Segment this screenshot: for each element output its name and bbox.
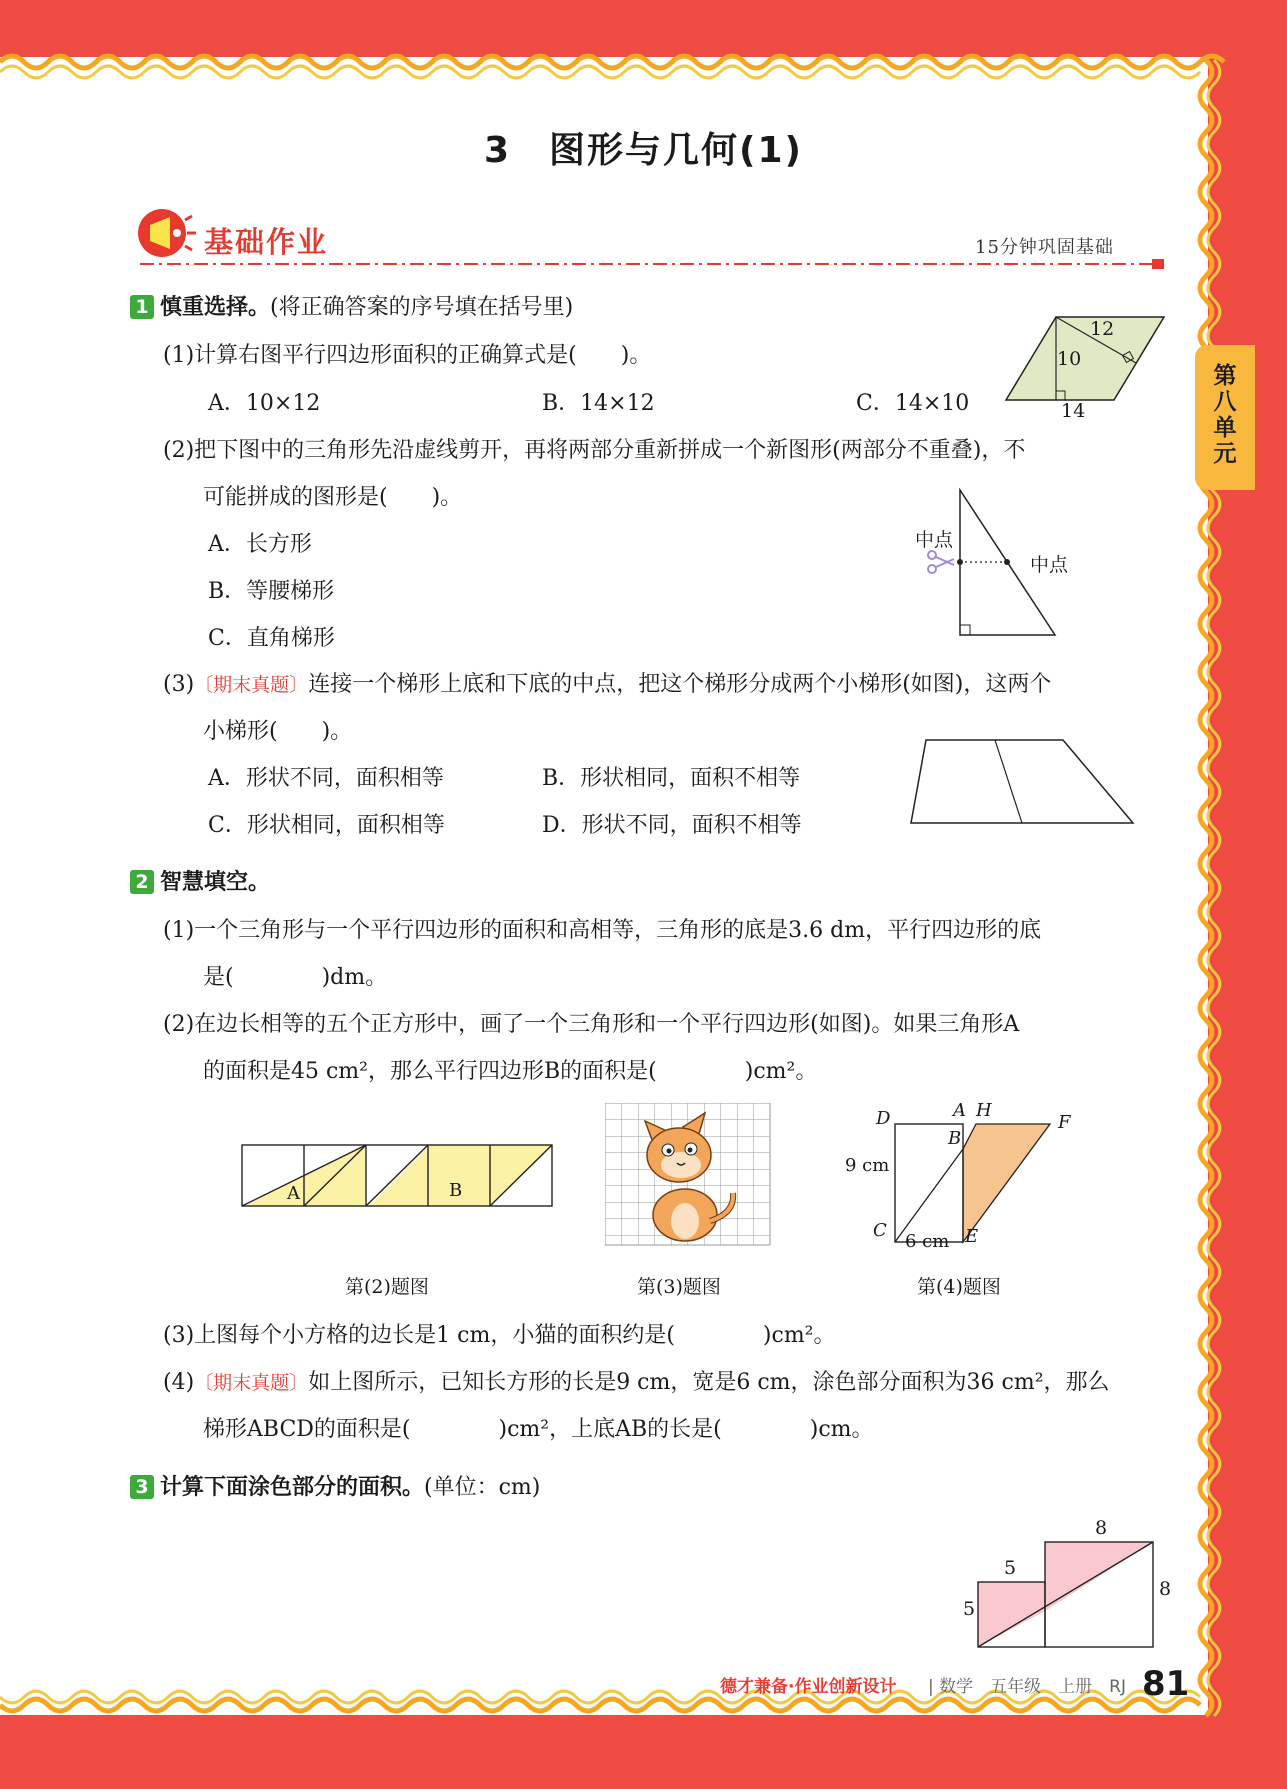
q1-p2-option-c: C．直角梯形 [208, 626, 335, 651]
q2-number-badge: 2 [130, 870, 154, 894]
q1-p3-line1 [163, 667, 1051, 698]
rect-height-label: 9 cm [845, 1155, 890, 1176]
q1-heading [130, 290, 573, 321]
parallelogram-figure [1000, 305, 1175, 425]
q2-p4-text: 如上图所示，已知长方形的长是9 cm，宽是6 cm，涂色部分面积为36 cm²，那么 [308, 1370, 1110, 1395]
scissors-icon [928, 551, 954, 573]
q2-p1-text: (1)一个三角形与一个平行四边形的面积和高相等，三角形的底是3.6 dm，平行四边形的底 [163, 918, 1042, 943]
q1-p1-option-c: C．14×10 [856, 391, 970, 416]
q1-number-badge: 1 [130, 295, 154, 319]
q1-p3-text: 连接一个梯形上底和下底的中点，把这个梯形分成两个小梯形(如图)，这两个 [308, 672, 1052, 697]
point-b-label: B [948, 1128, 962, 1149]
dim-small-top-5: 5 [1004, 1557, 1017, 1579]
exam-tag: 〔期末真题〕 [194, 674, 309, 696]
midpoint-label-right: 中点 [1030, 554, 1069, 576]
q1-heading-text: 慎重选择。 [160, 295, 271, 320]
point-h-label: H [976, 1100, 992, 1121]
q1-p3-option-b: B．形状相同，面积不相等 [542, 766, 801, 791]
trapezoid-figure [905, 735, 1140, 830]
q2-p4-prefix: (4) [163, 1370, 195, 1395]
unit-side-tab [1195, 345, 1255, 490]
exam-tag: 〔期末真题〕 [194, 1372, 309, 1394]
unit-tab-char: 元 [1213, 441, 1237, 467]
q3-heading-text: 计算下面涂色部分的面积。 [160, 1475, 425, 1500]
footer-brand: 德才兼备·作业创新设计 [720, 1677, 897, 1697]
q2-p3-text: (3)上图每个小方格的边长是1 cm，小猫的面积约是( )cm²。 [163, 1323, 836, 1348]
q1-heading-note: (将正确答案的序号填在括号里) [270, 295, 574, 320]
q1-p2-text2: 可能拼成的图形是( )。 [203, 485, 463, 510]
q2-p4-line1 [163, 1365, 1110, 1396]
parallelogram-b-label: B [449, 1180, 463, 1201]
page-title: 3 图形与几何(1) [483, 130, 803, 171]
point-a-label: A [953, 1100, 966, 1121]
q3-heading-note: (单位：cm) [424, 1475, 541, 1500]
section-note: 15分钟巩固基础 [975, 237, 1114, 258]
q2-heading-text: 智慧填空。 [160, 870, 271, 895]
unit-tab-char: 单 [1213, 415, 1237, 441]
rect-width-label: 6 cm [905, 1231, 950, 1252]
q1-p1-option-b: B．14×12 [542, 391, 655, 416]
dim-small-left-5: 5 [963, 1598, 976, 1620]
parallelogram-label-10: 10 [1057, 348, 1082, 370]
section-title: 基础作业 [204, 225, 329, 259]
q1-p1-option-a: A．10×12 [208, 391, 321, 416]
q3-number-badge: 3 [130, 1475, 154, 1499]
q3-heading [130, 1470, 540, 1501]
page-number: 81 [1142, 1664, 1190, 1704]
fig4-caption: 第(4)题图 [917, 1276, 1001, 1298]
q1-p2-text: (2)把下图中的三角形先沿虚线剪开，再将两部分重新拼成一个新图形(两部分不重叠)，不 [163, 438, 1026, 463]
parallelogram-label-12: 12 [1090, 318, 1115, 340]
parallelogram-label-14: 14 [1061, 400, 1086, 422]
q2-p2-text2: 的面积是45 cm²，那么平行四边形B的面积是( )cm²。 [203, 1059, 818, 1084]
point-f-label: F [1058, 1112, 1071, 1133]
fig3-caption: 第(3)题图 [637, 1276, 721, 1298]
triangle-a-label: A [287, 1183, 300, 1204]
loudspeaker-icon [138, 209, 196, 257]
unit-tab-char: 八 [1213, 389, 1237, 415]
footer-subject: | 数学 五年级 上册 RJ [928, 1677, 1126, 1697]
q2-p2-text: (2)在边长相等的五个正方形中，画了一个三角形和一个平行四边形(如图)。如果三角形A [163, 1012, 1020, 1037]
q2-heading [130, 865, 270, 896]
cat-grid-figure [605, 1103, 771, 1246]
dim-top-8: 8 [1095, 1517, 1108, 1539]
dim-right-8: 8 [1159, 1578, 1172, 1600]
shaded-area-figure [975, 1535, 1160, 1650]
point-d-label: D [876, 1108, 891, 1129]
q1-p3-text2: 小梯形( )。 [203, 719, 353, 744]
q1-p3-prefix: (3) [163, 672, 195, 697]
q1-p2-option-a: A．长方形 [208, 532, 312, 557]
q2-p1-text2: 是( )dm。 [203, 965, 388, 990]
point-c-label: C [873, 1220, 887, 1241]
midpoint-label-left: 中点 [915, 529, 954, 551]
q1-p2-option-b: B．等腰梯形 [208, 579, 335, 604]
q1-p3-option-c: C．形状相同，面积相等 [208, 813, 445, 838]
unit-tab-char: 第 [1213, 363, 1237, 389]
q1-p1-text: (1)计算右图平行四边形面积的正确算式是( )。 [163, 343, 652, 368]
q2-p4-text2: 梯形ABCD的面积是( )cm²，上底AB的长是( )cm。 [203, 1417, 874, 1442]
point-e-label: E [965, 1226, 979, 1247]
q1-p3-option-a: A．形状不同，面积相等 [208, 766, 444, 791]
q1-p3-option-d: D．形状不同，面积不相等 [542, 813, 802, 838]
fig2-caption: 第(2)题图 [345, 1276, 429, 1298]
